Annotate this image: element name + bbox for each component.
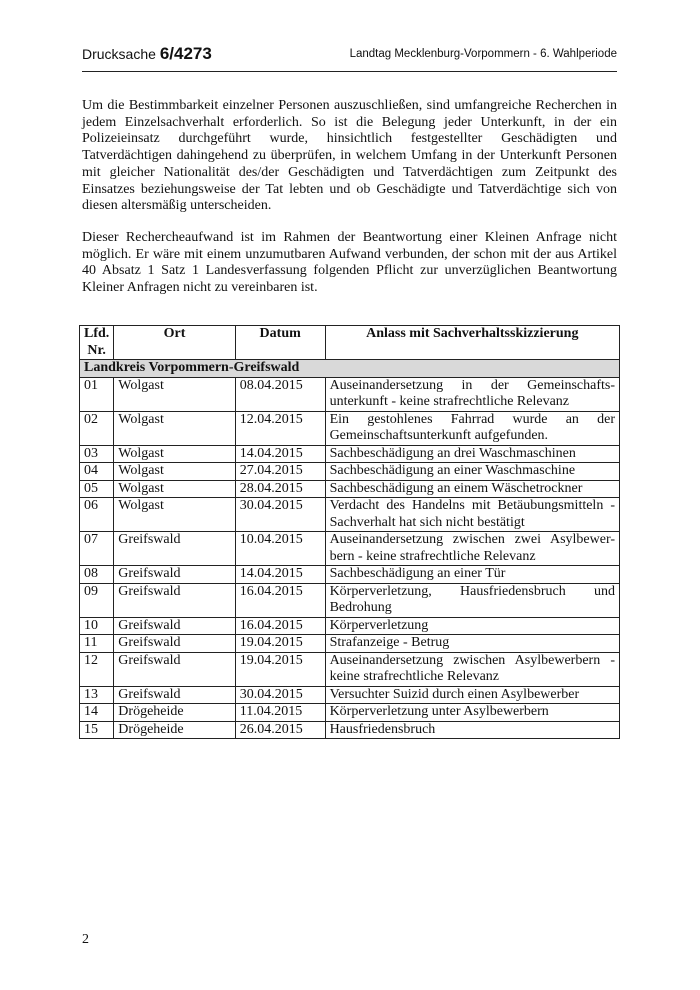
cell-nr: 08 xyxy=(80,566,114,584)
cell-nr: 12 xyxy=(80,652,114,686)
cell-anlass: Sachbeschädigung an drei Waschmaschinen xyxy=(325,445,619,463)
section-label: Landkreis Vorpommern-Greifswald xyxy=(80,360,620,378)
table-row xyxy=(80,377,620,411)
cell-anlass: Auseinandersetzung in der Gemeinschafts-unterkunft - keine strafrechtliche Relevanz xyxy=(325,377,619,411)
cell-ort: Greifswald xyxy=(114,566,235,584)
table-row xyxy=(80,721,620,739)
document-number xyxy=(82,44,212,64)
cell-ort: Drögeheide xyxy=(114,704,235,722)
cell-nr: 06 xyxy=(80,498,114,532)
cell-anlass: Sachbeschädigung an einem Wäschetrockner xyxy=(325,480,619,498)
table-row xyxy=(80,686,620,704)
cell-datum: 12.04.2015 xyxy=(235,411,325,445)
header-anlass: Anlass mit Sachverhaltsskizzierung xyxy=(325,326,619,360)
table-row xyxy=(80,652,620,686)
cell-datum: 19.04.2015 xyxy=(235,652,325,686)
cell-datum: 28.04.2015 xyxy=(235,480,325,498)
table-row xyxy=(80,411,620,445)
cell-nr: 11 xyxy=(80,635,114,653)
cell-ort: Wolgast xyxy=(114,480,235,498)
header-divider xyxy=(82,71,617,72)
cell-nr: 10 xyxy=(80,617,114,635)
document-label: Drucksache xyxy=(82,46,160,62)
cell-nr: 15 xyxy=(80,721,114,739)
cell-datum: 16.04.2015 xyxy=(235,617,325,635)
cell-anlass: Auseinandersetzung zwischen Asylbewerbern - keine strafrechtliche Relevanz xyxy=(325,652,619,686)
header-datum: Datum xyxy=(235,326,325,360)
table-row xyxy=(80,480,620,498)
cell-datum: 10.04.2015 xyxy=(235,532,325,566)
table-row xyxy=(80,635,620,653)
incident-table xyxy=(79,325,620,739)
cell-datum: 14.04.2015 xyxy=(235,445,325,463)
paragraph-1: Um die Bestimmbarkeit einzelner Personen auszuschließen, sind umfangreiche Recherchen in jedem Einzelsachverhalt erforderlich. So ist die Belegung jeder Unterkunft, in der ein Polizeieinsatz durchgeführt wurde, hinsichtlich festgestellter Geschädigten und Tatverdächtigen dahingehend zu überprüfen, in welchem Umfang in der Unterkunft Personen mit gleicher Nationalität des/der Geschädigten und Tatverdächtigen zum Zeitpunkt des Einsatzes beziehungsweise der Tat lebten und ob Geschädigte und Tatverdächtige sich von diesen altersmäßig unterscheiden. xyxy=(82,98,617,214)
cell-anlass: Körperverletzung, Hausfriedensbruch und Bedrohung xyxy=(325,583,619,617)
cell-datum: 08.04.2015 xyxy=(235,377,325,411)
table-row xyxy=(80,617,620,635)
cell-ort: Greifswald xyxy=(114,635,235,653)
table-row xyxy=(80,704,620,722)
paragraph-2: Dieser Rechercheaufwand ist im Rahmen der Beantwortung einer Kleinen Anfrage nicht möglich. Er wäre mit einem unzumutbaren Aufwand verbunden, der schon mit der aus Artikel 40 Absatz 1 Satz 1 Landesverfassung folgenden Pflicht zur unverzüglichen Beantwortung Kleiner Anfragen nicht zu vereinbaren ist. xyxy=(82,230,617,296)
cell-nr: 02 xyxy=(80,411,114,445)
page-header xyxy=(82,42,617,70)
cell-datum: 30.04.2015 xyxy=(235,498,325,532)
table-row xyxy=(80,463,620,481)
table-row xyxy=(80,566,620,584)
cell-datum: 26.04.2015 xyxy=(235,721,325,739)
cell-nr: 13 xyxy=(80,686,114,704)
cell-ort: Greifswald xyxy=(114,532,235,566)
table-row xyxy=(80,445,620,463)
table-row xyxy=(80,583,620,617)
cell-ort: Wolgast xyxy=(114,498,235,532)
cell-anlass: Versuchter Suizid durch einen Asylbewerber xyxy=(325,686,619,704)
parliament-label: Landtag Mecklenburg-Vorpommern - 6. Wahlperiode xyxy=(349,48,617,60)
cell-ort: Greifswald xyxy=(114,583,235,617)
cell-nr: 14 xyxy=(80,704,114,722)
table-row xyxy=(80,532,620,566)
cell-anlass: Sachbeschädigung an einer Waschmaschine xyxy=(325,463,619,481)
page-number: 2 xyxy=(82,932,89,947)
cell-nr: 07 xyxy=(80,532,114,566)
cell-anlass: Körperverletzung unter Asylbewerbern xyxy=(325,704,619,722)
cell-datum: 16.04.2015 xyxy=(235,583,325,617)
cell-ort: Greifswald xyxy=(114,652,235,686)
cell-anlass: Ein gestohlenes Fahrrad wurde an der Gemeinschaftsunterkunft aufgefunden. xyxy=(325,411,619,445)
table-header-row xyxy=(80,326,620,360)
cell-nr: 05 xyxy=(80,480,114,498)
header-nr: Lfd. Nr. xyxy=(80,326,114,360)
cell-ort: Greifswald xyxy=(114,617,235,635)
cell-nr: 01 xyxy=(80,377,114,411)
cell-datum: 27.04.2015 xyxy=(235,463,325,481)
table-row xyxy=(80,498,620,532)
section-row xyxy=(80,360,620,378)
cell-nr: 09 xyxy=(80,583,114,617)
cell-ort: Wolgast xyxy=(114,377,235,411)
cell-ort: Greifswald xyxy=(114,686,235,704)
header-ort: Ort xyxy=(114,326,235,360)
cell-anlass: Verdacht des Handelns mit Betäubungsmitteln - Sachverhalt hat sich nicht bestätigt xyxy=(325,498,619,532)
cell-datum: 14.04.2015 xyxy=(235,566,325,584)
cell-anlass: Hausfriedensbruch xyxy=(325,721,619,739)
cell-nr: 04 xyxy=(80,463,114,481)
cell-ort: Wolgast xyxy=(114,445,235,463)
cell-anlass: Auseinandersetzung zwischen zwei Asylbewer-bern - keine strafrechtliche Relevanz xyxy=(325,532,619,566)
cell-anlass: Strafanzeige - Betrug xyxy=(325,635,619,653)
cell-datum: 30.04.2015 xyxy=(235,686,325,704)
cell-anlass: Sachbeschädigung an einer Tür xyxy=(325,566,619,584)
cell-datum: 19.04.2015 xyxy=(235,635,325,653)
cell-ort: Wolgast xyxy=(114,411,235,445)
cell-datum: 11.04.2015 xyxy=(235,704,325,722)
document-number-value: 6/4273 xyxy=(159,44,212,63)
cell-ort: Drögeheide xyxy=(114,721,235,739)
cell-ort: Wolgast xyxy=(114,463,235,481)
cell-anlass: Körperverletzung xyxy=(325,617,619,635)
cell-nr: 03 xyxy=(80,445,114,463)
